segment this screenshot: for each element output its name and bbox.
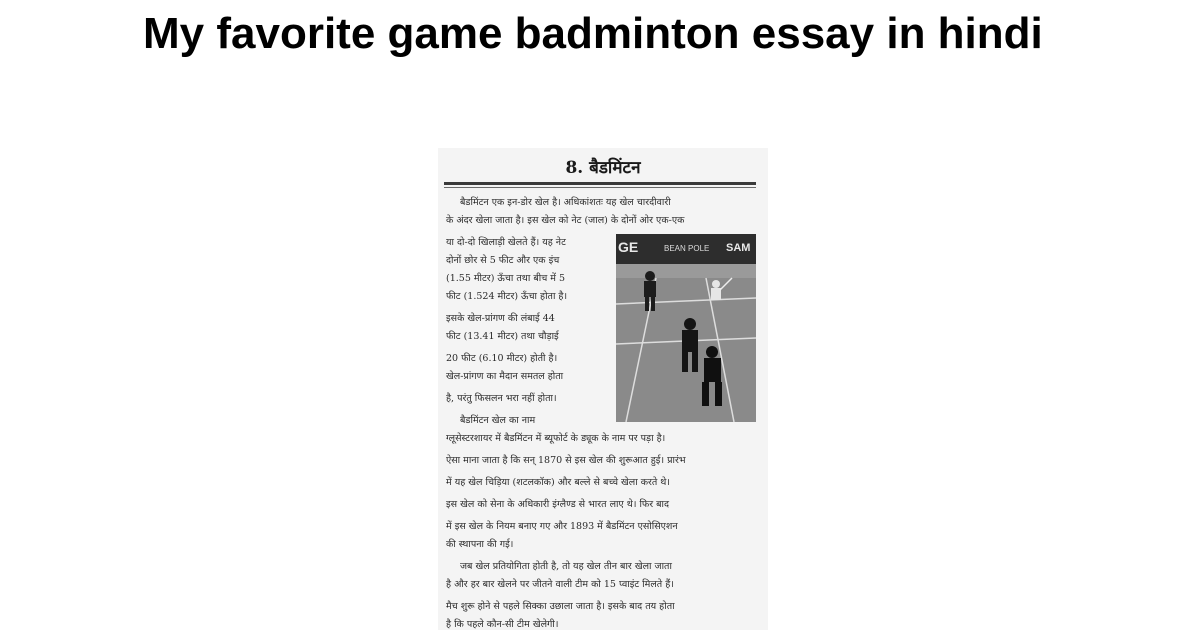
badminton-photo xyxy=(616,234,756,422)
essay-line: है कि पहले कौन-सी टीम खेलेगी। xyxy=(446,619,559,630)
essay-line: खेल-प्रांगण का मैदान समतल होता xyxy=(446,371,564,382)
badminton-photo-drawing xyxy=(616,234,756,422)
essay-line: फीट (1.524 मीटर) ऊँचा होता है। xyxy=(446,291,568,302)
page-title: My favorite game badminton essay in hindi xyxy=(143,9,1043,58)
essay-line: दोनों छोर से 5 फीट और एक इंच xyxy=(446,255,560,266)
essay-line: ग्लूसेस्टरशायर में बैडमिंटन में ब्यूफोर्ट के ड्यूक के नाम पर पड़ा है। xyxy=(446,433,666,444)
essay-line: मैच शुरू होने से पहले सिक्का उछाला जाता है। इसके बाद तय होता xyxy=(446,601,675,612)
essay-heading: 8. बैडमिंटन xyxy=(565,158,641,178)
essay-line: है, परंतु फिसलन भरा नहीं होता। xyxy=(446,393,557,404)
essay-line: इसके खेल-प्रांगण की लंबाई 44 xyxy=(446,313,555,324)
essay-line: जब खेल प्रतियोगिता होती है, तो यह खेल तीन बार खेला जाता xyxy=(460,561,672,572)
essay-line: में यह खेल चिड़िया (शटलकॉक) और बल्ले से बच्चे खेला करते थे। xyxy=(446,477,670,488)
essay-line: फीट (13.41 मीटर) तथा चौड़ाई xyxy=(446,331,559,342)
essay-line: बैडमिंटन खेल का नाम xyxy=(460,415,536,426)
banner-text-mid: BEAN POLE xyxy=(664,244,710,253)
essay-line: बैडमिंटन एक इन-डोर खेल है। अधिकांशतः यह खेल चारदीवारी xyxy=(460,197,671,208)
essay-line: 20 फीट (6.10 मीटर) होती है। xyxy=(446,353,558,364)
essay-line: इस खेल को सेना के अधिकारी इंग्लैण्ड से भारत लाए थे। फिर बाद xyxy=(446,499,670,510)
essay-line: या दो-दो खिलाड़ी खेलते हैं। यह नेट xyxy=(446,237,566,248)
banner-text-left: GE xyxy=(618,239,639,255)
scanned-essay-image xyxy=(438,148,768,630)
essay-line: ऐसा माना जाता है कि सन् 1870 से इस खेल की शुरूआत हुई। प्रारंभ xyxy=(446,455,686,466)
essay-line: के अंदर खेला जाता है। इस खेल को नेट (जाल) के दोनों ओर एक-एक xyxy=(446,215,685,226)
essay-line: है और हर बार खेलने पर जीतने वाली टीम को 15 प्वाइंट मिलते हैं। xyxy=(446,579,674,590)
heading-rule xyxy=(444,182,756,185)
essay-line: (1.55 मीटर) ऊँचा तथा बीच में 5 xyxy=(446,273,566,284)
essay-line: की स्थापना की गई। xyxy=(446,539,514,550)
essay-line: में इस खेल के नियम बनाए गए और 1893 में बैडमिंटन एसोसिएशन xyxy=(446,521,678,532)
banner-text-right: SAM xyxy=(726,242,751,254)
heading-rule-thin xyxy=(444,187,756,188)
